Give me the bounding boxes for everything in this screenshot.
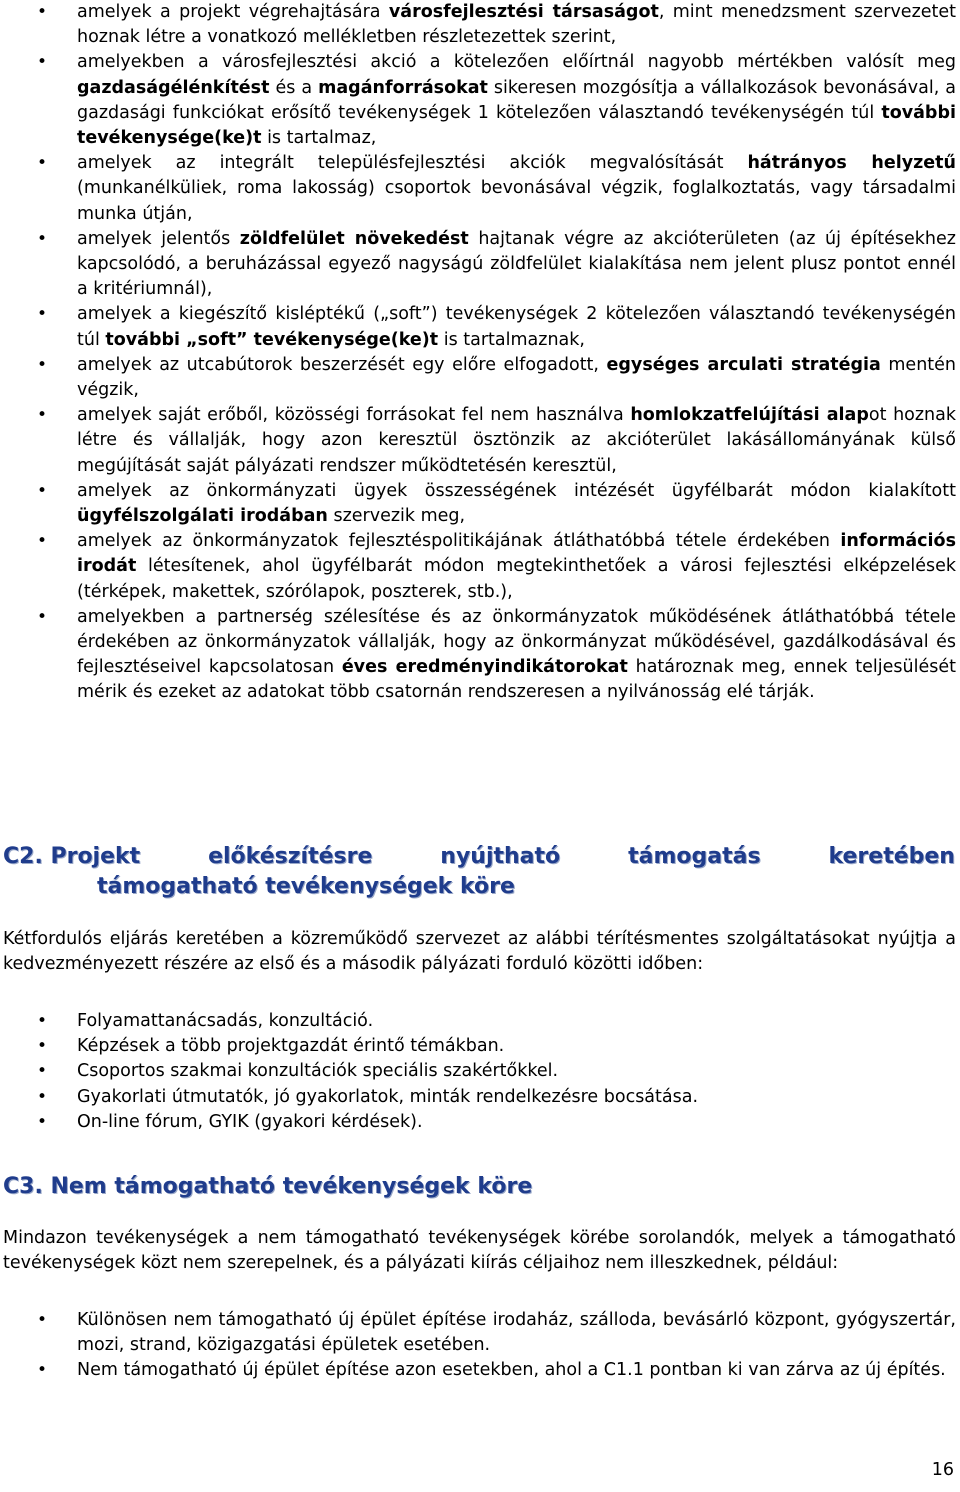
c3-items-list [0, 1308, 960, 1384]
list-item-text [77, 355, 956, 400]
list-item [0, 1358, 960, 1383]
list-item [0, 353, 960, 403]
plain-text: amelyek az integrált településfejlesztési akciók megvalósítását [77, 153, 748, 174]
list-item-text [77, 405, 956, 475]
list-item-text [77, 153, 956, 223]
c3-items-section [0, 1308, 960, 1384]
plain-text: amelyek a kiegészítő kisléptékű („soft”) tevékenységek 2 kötelezően választandó tevékenységén túl [77, 304, 956, 350]
emphasis-text: városfejlesztési társaságot [388, 2, 659, 22]
c2-heading-word: nyújtható [440, 844, 561, 869]
plain-text: (munkanélküliek, roma lakosság) csoportok bevonásával végzik, foglalkoztatás, vagy társadalmi munka útján, [77, 178, 956, 224]
list-item-text [77, 607, 956, 703]
plain-text: amelyek az önkormányzatok fejlesztéspolitikájának átláthatóbbá tétele érdekében [77, 531, 841, 552]
plain-text: és a [269, 77, 319, 98]
list-item [0, 479, 960, 529]
list-item-text: Különösen nem támogatható új épület építése irodaház, szálloda, bevásárló központ, gyógyszertár, mozi, strand, közigazgatási épületek esetében. [77, 1310, 956, 1356]
list-item [0, 1059, 960, 1084]
list-item-text [77, 304, 956, 349]
plain-text: mentén végzik, [77, 354, 956, 401]
list-item-text: Folyamattanácsadás, konzultáció. [77, 1011, 374, 1031]
plain-text: hajtanak végre az akcióterületen (az új építésekhez kapcsolódó, a beruházással egyező nagyságú zöldfelület kialakítása nem jelent plusz pontot ennél a kritériumnál), [77, 228, 956, 300]
list-item [0, 605, 960, 706]
c2-heading-word: támogatás [628, 844, 761, 869]
list-item [0, 0, 960, 50]
plain-text: amelyek saját erőből, közösségi forrásokat fel nem használva [77, 405, 631, 426]
c2-services-list [0, 1009, 960, 1135]
plain-text: amelyek a projekt végrehajtására [77, 2, 389, 22]
list-item-text: Gyakorlati útmutatók, jó gyakorlatok, minták rendelkezésre bocsátása. [77, 1086, 699, 1107]
emphasis-text: magánforrásokat [318, 77, 488, 98]
list-item-text: On-line fórum, GYIK (gyakori kérdések). [77, 1111, 423, 1132]
list-item-text [77, 481, 956, 526]
list-item [0, 227, 960, 303]
emphasis-text: éves eredményindikátorokat [341, 657, 628, 678]
c2-heading-word: keretében [828, 844, 955, 869]
emphasis-text: zöldfelület növekedést [239, 228, 469, 249]
emphasis-text: ügyfélszolgálati irodában [77, 506, 328, 527]
list-item-text [77, 2, 956, 47]
plain-text: amelyekben a partnerség szélesítése és az önkormányzatok működésének átláthatóbbá tétele érdekében az önkormányzatok vállalják, hogy az önkormányzat működésével, gazdálkodásával és fejlesztéseivel kapcsolatosan [77, 606, 956, 678]
list-item [0, 50, 960, 151]
c2-heading-line2: támogatható tevékenységek köre [97, 874, 515, 899]
list-item [0, 529, 960, 605]
plain-text: ot hoznak létre és vállalják, hogy azon keresztül ösztönzik az akcióterület lakásállományának külső megújítását saját pályázati rendszer működtetésén keresztül, [77, 405, 957, 476]
list-item [0, 1034, 960, 1059]
list-item [0, 151, 960, 227]
list-item-text: Csoportos szakmai konzultációk speciális szakértőkkel. [77, 1061, 559, 1082]
criteria-list [0, 0, 960, 706]
list-item [0, 403, 960, 479]
plain-text: is tartalmaz, [261, 128, 377, 149]
plain-text: amelyek az önkormányzati ügyek összességének intézését ügyfélbarát módon kialakított [77, 480, 956, 501]
emphasis-text: információs irodát [77, 531, 956, 577]
emphasis-text: további „soft” tevékenysége(ke)t [105, 329, 439, 350]
plain-text: szervezik meg, [327, 506, 466, 527]
c2-heading-line1 [0, 842, 960, 872]
c2-heading [0, 842, 960, 902]
list-item-text [77, 52, 956, 148]
c2-heading-word: előkészítésre [208, 844, 373, 869]
list-item-text: Képzések a több projektgazdát érintő témákban. [77, 1036, 505, 1057]
plain-text: , mint menedzsment szervezetet hoznak létre a vonatkozó mellékletben részletezettek szerint, [77, 2, 957, 48]
emphasis-text: hátrányos helyzetű [747, 153, 956, 174]
plain-text: is tartalmaznak, [438, 329, 585, 350]
c3-heading: C3. Nem támogatható tevékenységek köre [3, 1174, 533, 1199]
emphasis-text: egységes arculati stratégia [606, 354, 881, 375]
list-item [0, 302, 960, 352]
list-item-text: Nem támogatható új épület építése azon esetekben, ahol a C1.1 pontban ki van zárva az új építés. [77, 1360, 946, 1381]
list-item [0, 1110, 960, 1135]
c3-intro-paragraph: Mindazon tevékenységek a nem támogatható tevékenységek körébe sorolandók, melyek a támogatható tevékenységek közt nem szerepelnek, és a pályázati kiírás céljaihoz nem illeszkednek, például: [3, 1228, 956, 1274]
list-item [0, 1085, 960, 1110]
list-item-text [77, 229, 956, 299]
plain-text: amelyek az utcabútorok beszerzését egy előre elfogadott, [77, 354, 607, 375]
page-number: 16 [931, 1460, 954, 1480]
list-item-text [77, 531, 956, 601]
emphasis-text: gazdaságélénkítést [77, 77, 270, 98]
plain-text: határoznak meg, ennek teljesülését mérik és ezeket az adatokat több csatornán rendszeresen a nyilvánosság elé tárják. [77, 657, 956, 703]
c2-heading-word: C2. Projekt [3, 844, 141, 869]
plain-text: létesítenek, ahol ügyfélbarát módon megtekinthetőek a városi fejlesztési elképzelések (térképek, makettek, szórólapok, poszterek, stb.), [77, 556, 956, 602]
plain-text: amelyekben a városfejlesztési akció a kötelezően előírtnál nagyobb mértékben valósít meg [77, 52, 956, 73]
emphasis-text: homlokzatfelújítási alap [630, 405, 869, 426]
criteria-section [0, 0, 960, 706]
c2-services-section [0, 1009, 960, 1135]
plain-text: sikeresen mozgósítja a vállalkozások bevonásával, a gazdasági funkciókat erősítő tevékenységek 1 kötelezően választandó tevékenységén túl [77, 77, 957, 123]
emphasis-text: további tevékenysége(ke)t [77, 102, 956, 149]
list-item [0, 1009, 960, 1034]
plain-text: amelyek jelentős [77, 228, 240, 249]
list-item [0, 1308, 960, 1358]
c2-intro-paragraph: Kétfordulós eljárás keretében a közreműködő szervezet az alábbi térítésmentes szolgáltatásokat nyújtja a kedvezményezett részére az első és a második pályázati forduló közötti időben: [3, 929, 956, 975]
